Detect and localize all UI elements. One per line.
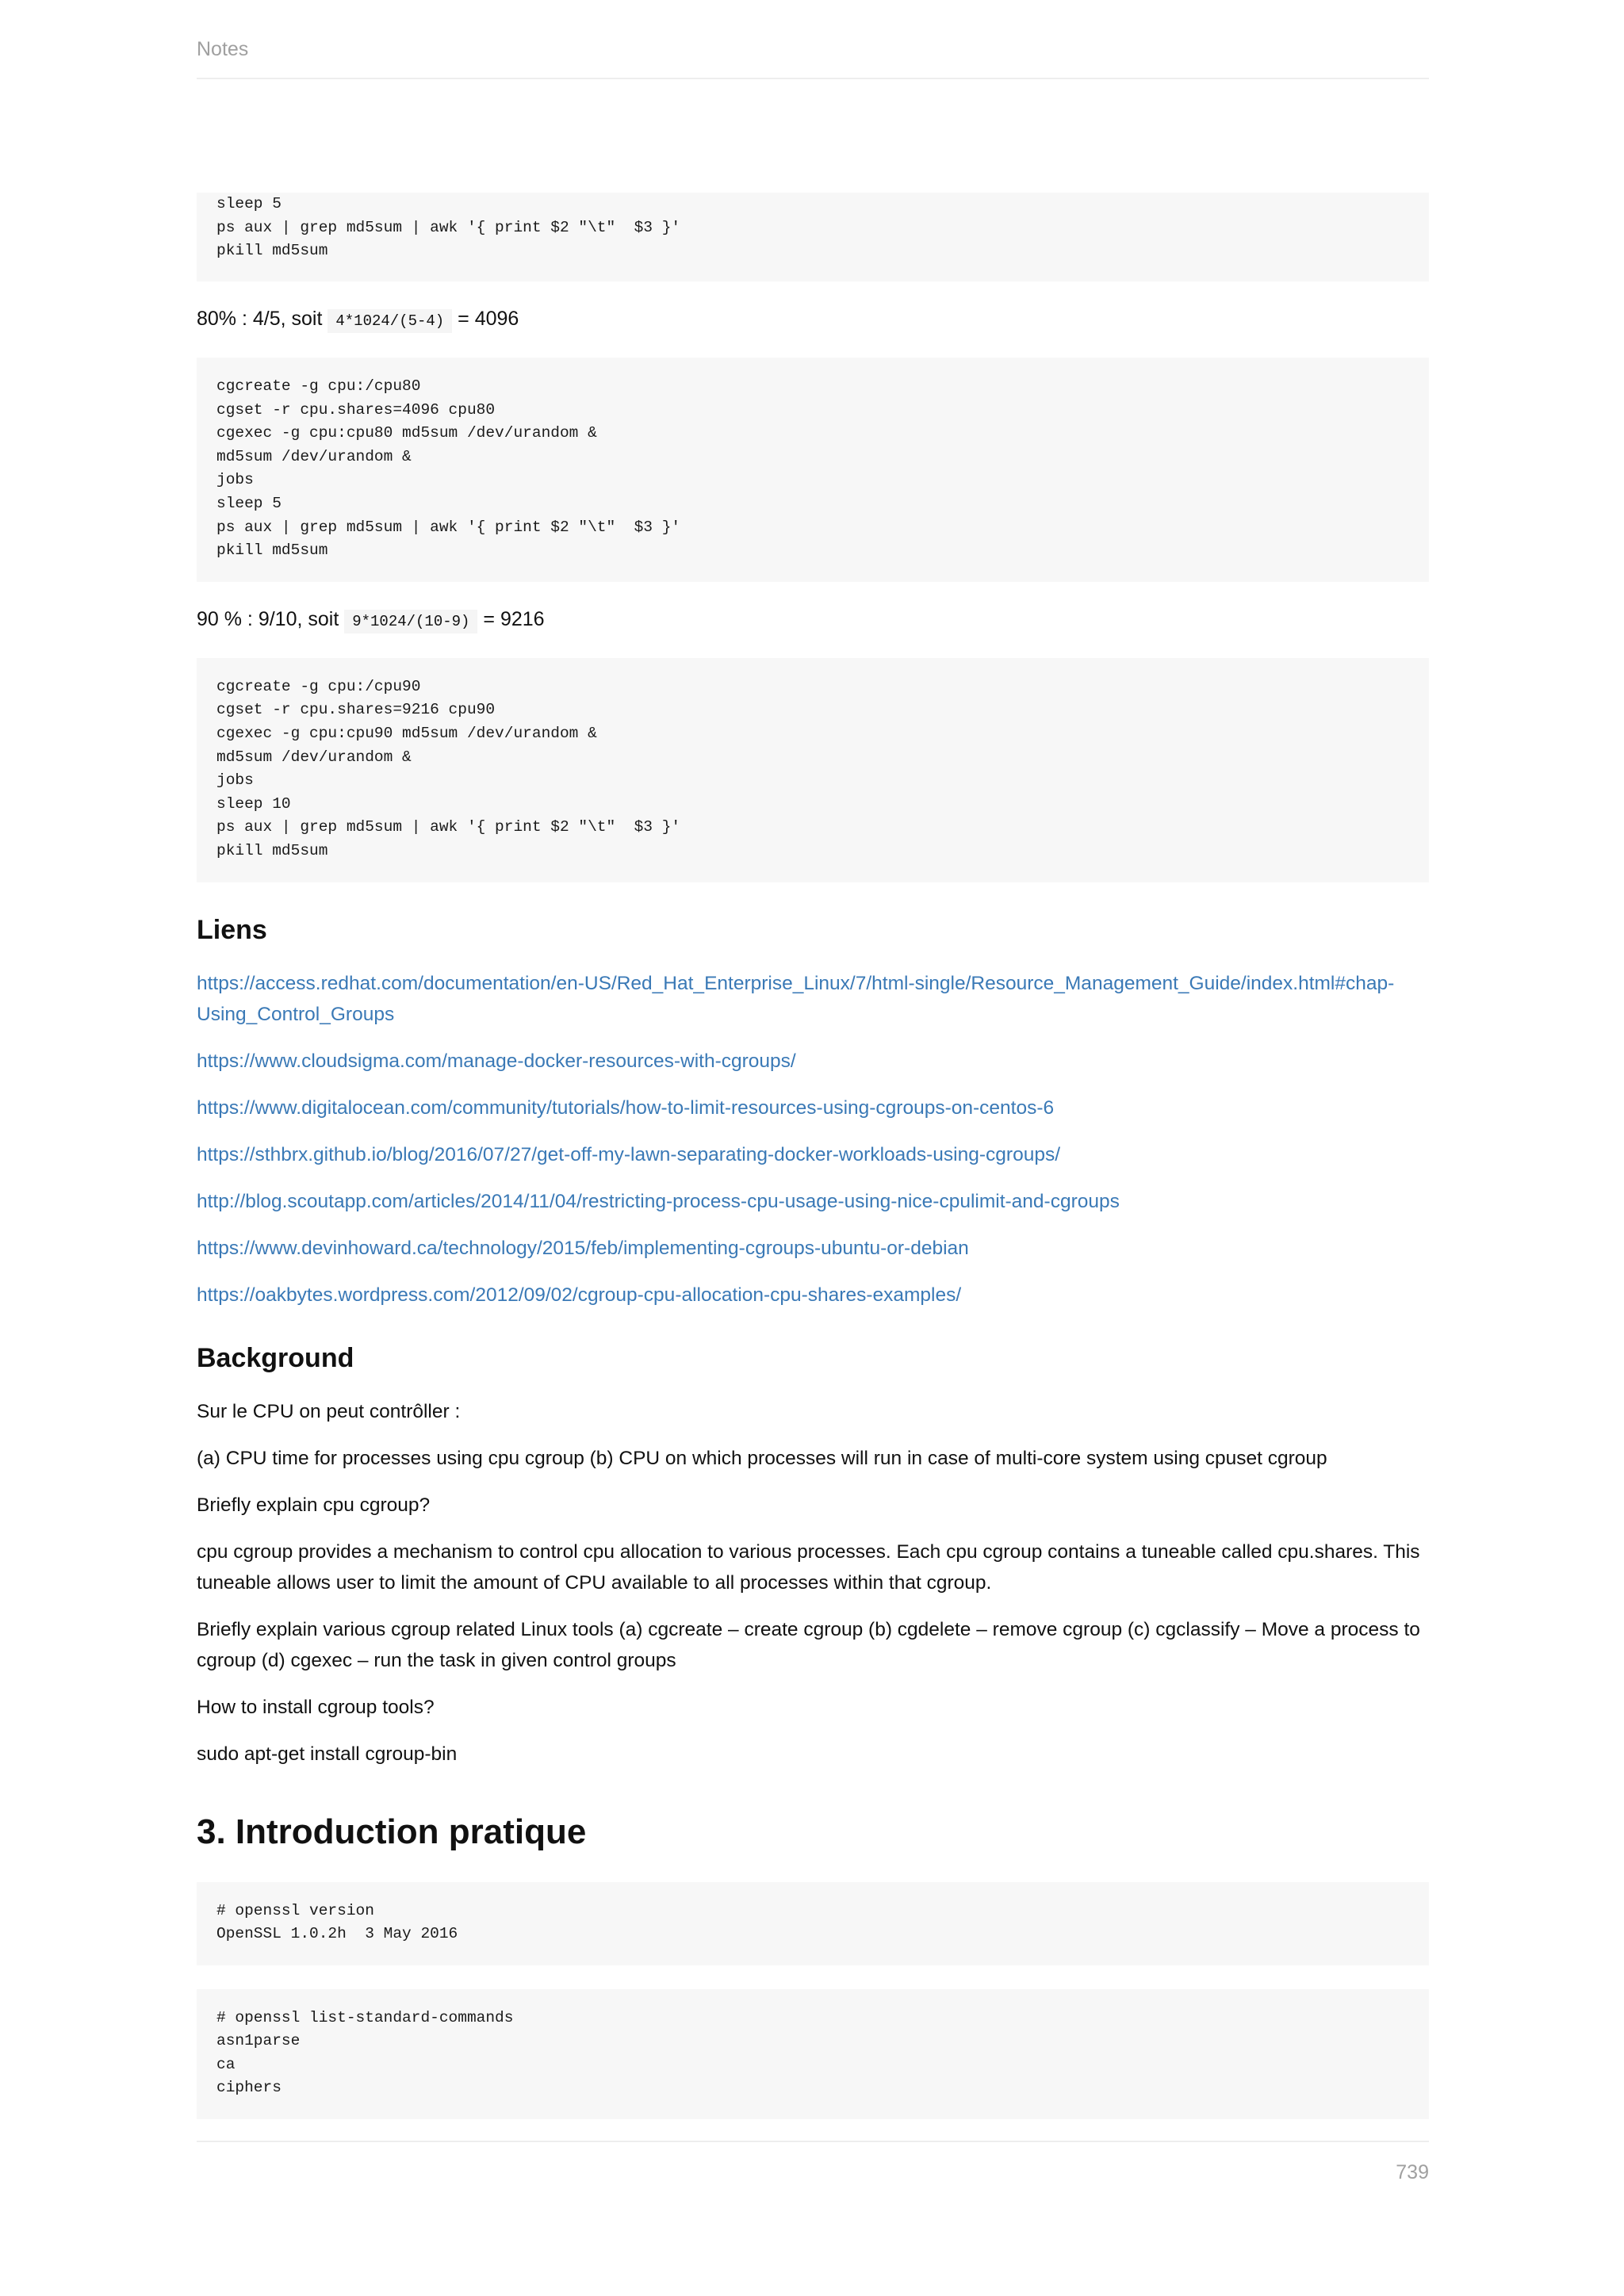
code-block-cpu80: cgcreate -g cpu:/cpu80 cgset -r cpu.shares=4096 cpu80 cgexec -g cpu:cpu80 md5sum /dev/urandom & md5sum /dev/urandom & jobs sleep 5 ps aux | grep md5sum | awk '{ print $2 "\t" $3 }' pkill md5sum: [197, 358, 1429, 582]
link-sthbrx-blog[interactable]: https://sthbrx.github.io/blog/2016/07/27/get-off-my-lawn-separating-docker-workloads-using-cgroups/: [197, 1143, 1061, 1165]
code-block-cpu90: cgcreate -g cpu:/cpu90 cgset -r cpu.shares=9216 cpu90 cgexec -g cpu:cpu90 md5sum /dev/urandom & md5sum /dev/urandom & jobs sleep 10 ps aux | grep md5sum | awk '{ print $2 "\t" $3 }' pkill md5sum: [197, 658, 1429, 882]
page-content: [197, 193, 1429, 2119]
code-block-openssl-commands: # openssl list-standard-commands asn1parse ca ciphers: [197, 1989, 1429, 2119]
background-paragraph: (a) CPU time for processes using cpu cgroup (b) CPU on which processes will run in case of multi-core system using cpuset cgroup: [197, 1447, 1327, 1469]
ratio-80-formula: 4*1024/(5-4): [327, 309, 452, 333]
ratio-90-result: = 9216: [477, 607, 545, 630]
ratio-90-text: [197, 606, 1429, 635]
code-block-continued: sleep 5 ps aux | grep md5sum | awk '{ print $2 "\t" $3 }' pkill md5sum: [197, 193, 1429, 281]
background-paragraph: How to install cgroup tools?: [197, 1696, 435, 1718]
background-paragraph: sudo apt-get install cgroup-bin: [197, 1743, 458, 1765]
link-cloudsigma-docker[interactable]: https://www.cloudsigma.com/manage-docker-resources-with-cgroups/: [197, 1050, 796, 1072]
chapter-heading: 3. Introduction pratique: [197, 1812, 587, 1851]
ratio-90-formula: 9*1024/(10-9): [344, 610, 477, 633]
background-paragraph: Briefly explain various cgroup related Linux tools (a) cgcreate – create cgroup (b) cgdelete – remove cgroup (c) cgclassify – Move a process to cgroup (d) cgexec – run the task in given control groups: [197, 1618, 1420, 1671]
liens-heading: Liens: [197, 914, 267, 945]
link-item: [197, 968, 1429, 1030]
link-oakbytes-blog[interactable]: https://oakbytes.wordpress.com/2012/09/02/cgroup-cpu-allocation-cpu-shares-examples/: [197, 1284, 962, 1306]
header-label: Notes: [197, 38, 249, 60]
ratio-90-prefix: 90 % : 9/10, soit: [197, 607, 345, 630]
link-digitalocean-cgroups[interactable]: https://www.digitalocean.com/community/tutorials/how-to-limit-resources-using-cgroups-on-centos-6: [197, 1096, 1055, 1119]
link-scoutapp-blog[interactable]: http://blog.scoutapp.com/articles/2014/11/04/restricting-process-cpu-usage-using-nice-cpulimit-and-cgroups: [197, 1190, 1120, 1212]
page-footer: [197, 2141, 1429, 2184]
link-item: [197, 1186, 1429, 1217]
background-paragraph: Briefly explain cpu cgroup?: [197, 1494, 431, 1516]
link-redhat-resource-management[interactable]: https://access.redhat.com/documentation/en-US/Red_Hat_Enterprise_Linux/7/html-single/Resource_Management_Guide/index.html#chap-Using_Control_Groups: [197, 972, 1395, 1025]
page-number: 739: [1396, 2161, 1429, 2183]
link-devinhoward-blog[interactable]: https://www.devinhoward.ca/technology/2015/feb/implementing-cgroups-ubuntu-or-debian: [197, 1237, 969, 1259]
ratio-80-text: [197, 305, 1429, 335]
link-item: [197, 1280, 1429, 1311]
ratio-80-prefix: 80% : 4/5, soit: [197, 308, 328, 330]
link-item: [197, 1093, 1429, 1123]
background-paragraph: Sur le CPU on peut contrôller :: [197, 1400, 461, 1422]
background-heading: Background: [197, 1342, 354, 1373]
background-paragraph: cpu cgroup provides a mechanism to control cpu allocation to various processes. Each cpu cgroup contains a tuneable called cpu.shares. This tuneable allows user to limit the amount of CPU available to all processes within that cgroup.: [197, 1540, 1420, 1594]
code-block-openssl-version: # openssl version OpenSSL 1.0.2h 3 May 2016: [197, 1882, 1429, 1965]
page-header: [197, 32, 1429, 79]
link-item: [197, 1233, 1429, 1264]
ratio-80-result: = 4096: [452, 308, 519, 330]
link-item: [197, 1046, 1429, 1077]
link-item: [197, 1139, 1429, 1170]
